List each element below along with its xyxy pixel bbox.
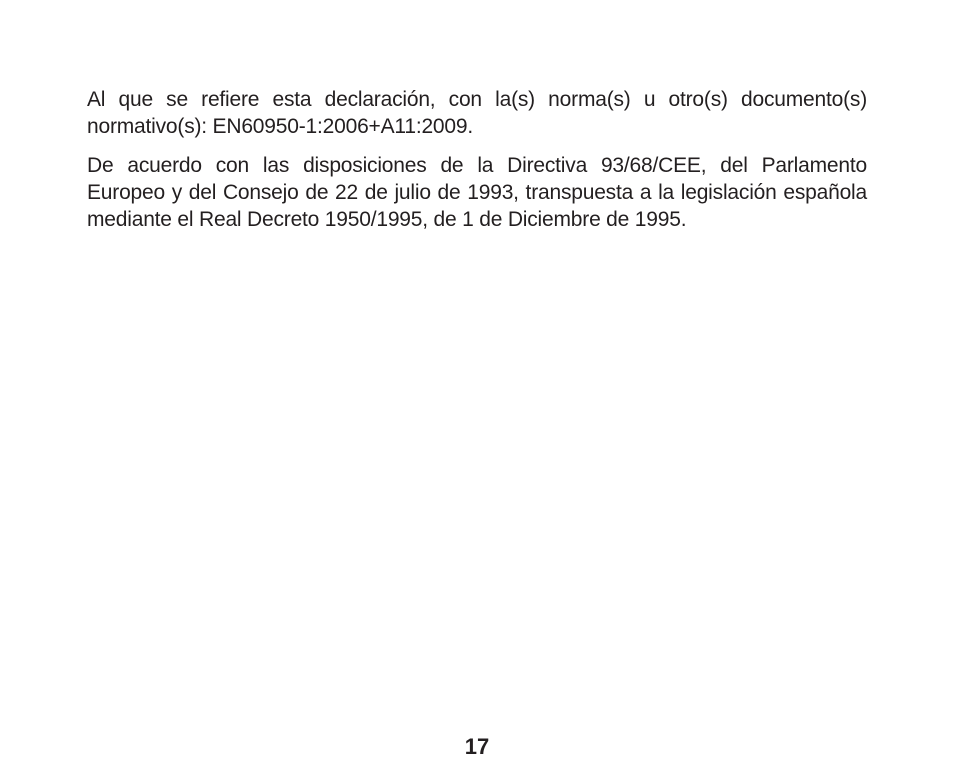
declaration-paragraph: Al que se refiere esta declaración, con la(s) norma(s) u otro(s) documento(s) normativo(s): EN60950-1:2006+A11:2009. xyxy=(87,88,867,138)
page-number: 17 xyxy=(464,734,490,759)
page-content xyxy=(87,86,867,245)
directive-paragraph: De acuerdo con las disposiciones de la Directiva 93/68/CEE, del Parlamento Europeo y del Consejo de 22 de julio de 1993, transpuesta a la legislación española mediante el Real Decreto 1950/1995, de 1 de Diciembre de 1995. xyxy=(87,154,867,231)
